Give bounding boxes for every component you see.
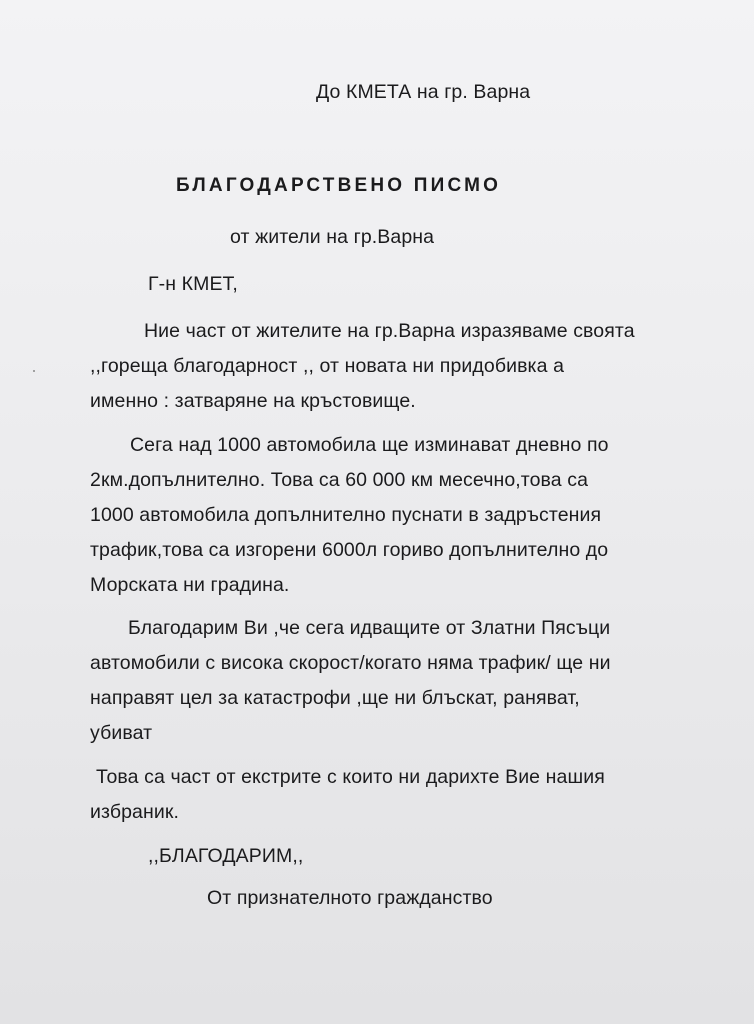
paragraph-line: трафик,това са изгорени 6000л гориво допълнително до	[90, 539, 609, 561]
paragraph-3	[90, 611, 611, 751]
addressee: До КМЕТА на гр. Варна	[316, 81, 531, 103]
paragraph-line: Благодарим Ви ,че сега идващите от Златни Пясъци	[128, 617, 611, 639]
paragraph-line: автомобили с висока скорост/когато няма трафик/ ще ни	[90, 652, 611, 674]
salutation: Г-н КМЕТ,	[148, 273, 238, 295]
paragraph-4	[90, 760, 605, 830]
paragraph-2	[90, 428, 609, 603]
paragraph-1	[90, 314, 635, 419]
paragraph-line: убиват	[90, 722, 153, 744]
paragraph-line: Сега над 1000 автомобила ще изминават дневно по	[130, 434, 609, 456]
paper-speck	[33, 370, 35, 372]
paragraph-line: Това са част от екстрите с които ни дарихте Вие нашия	[96, 766, 605, 788]
paragraph-line: именно : затваряне на кръстовище.	[90, 390, 416, 412]
paragraph-line: избраник.	[90, 801, 179, 823]
letter-subtitle: от жители на гр.Варна	[230, 226, 435, 248]
paragraph-line: Морската ни градина.	[90, 574, 290, 596]
signature: От признателното гражданство	[207, 887, 493, 909]
letter-title: БЛАГОДАРСТВЕНО ПИСМО	[176, 175, 502, 196]
paragraph-line: 1000 автомобила допълнително пуснати в задръстения	[90, 504, 602, 526]
paragraph-line: 2км.допълнително. Това са 60 000 км месечно,това са	[90, 469, 589, 491]
closing-thanks: ,,БЛАГОДАРИМ,,	[148, 845, 304, 867]
paragraph-line: Ние част от жителите на гр.Варна изразяваме своята	[144, 320, 635, 342]
paragraph-line: ,,гореща благодарност ,, от новата ни придобивка а	[90, 355, 565, 377]
paragraph-line: направят цел за катастрофи ,ще ни блъскат, раняват,	[90, 687, 580, 709]
